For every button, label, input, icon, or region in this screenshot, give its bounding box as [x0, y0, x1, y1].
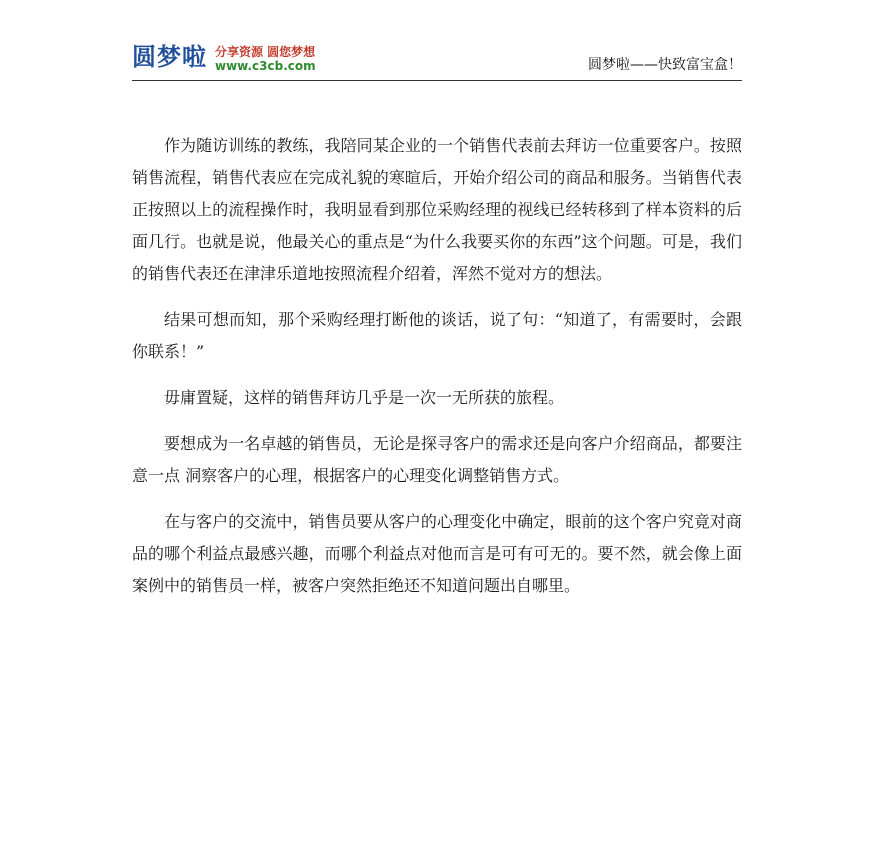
paragraph: 结果可想而知，那个采购经理打断他的谈话，说了句：“知道了，有需要时，会跟你联系！”	[132, 310, 742, 361]
logo-slogan: 分享资源 圆您梦想	[215, 45, 316, 59]
paragraph: 作为随访训练的教练，我陪同某企业的一个销售代表前去拜访一位重要客户。按照销售流程，销售代表应在完成礼貌的寒暄后，开始介绍公司的商品和服务。当销售代表正按照以上的流程操作时，我明显看到那位采购经理的视线已经转移到了样本资料的后面几行。也就是说，他最关心的重点是“为什么我要买你的东西”这个问题。可是，我们的销售代表还在津津乐道地按照流程介绍着，浑然不觉对方的想法。	[132, 136, 742, 283]
paragraph: 毋庸置疑，这样的销售拜访几乎是一次一无所获的旅程。	[164, 388, 565, 407]
paragraph: 要想成为一名卓越的销售员，无论是探寻客户的需求还是向客户介绍商品，都要注意一点 洞察客户的心理，根据客户的心理变化调整销售方式。	[132, 434, 742, 485]
paragraph: 在与客户的交流中，销售员要从客户的心理变化中确定，眼前的这个客户究竟对商品的哪个利益点最感兴趣，而哪个利益点对他而言是可有可无的。要不然，就会像上面案例中的销售员一样，被客户突然拒绝还不知道问题出自哪里。	[132, 512, 742, 595]
article-body	[132, 130, 742, 616]
page-header	[132, 38, 742, 81]
site-logo[interactable]	[132, 42, 316, 76]
logo-mark: 圆梦啦	[132, 43, 207, 71]
logo-url[interactable]: www.c3cb.com	[215, 59, 316, 73]
header-motto: 圆梦啦——快致富宝盒！	[588, 57, 742, 73]
logo-text-block	[215, 42, 316, 73]
